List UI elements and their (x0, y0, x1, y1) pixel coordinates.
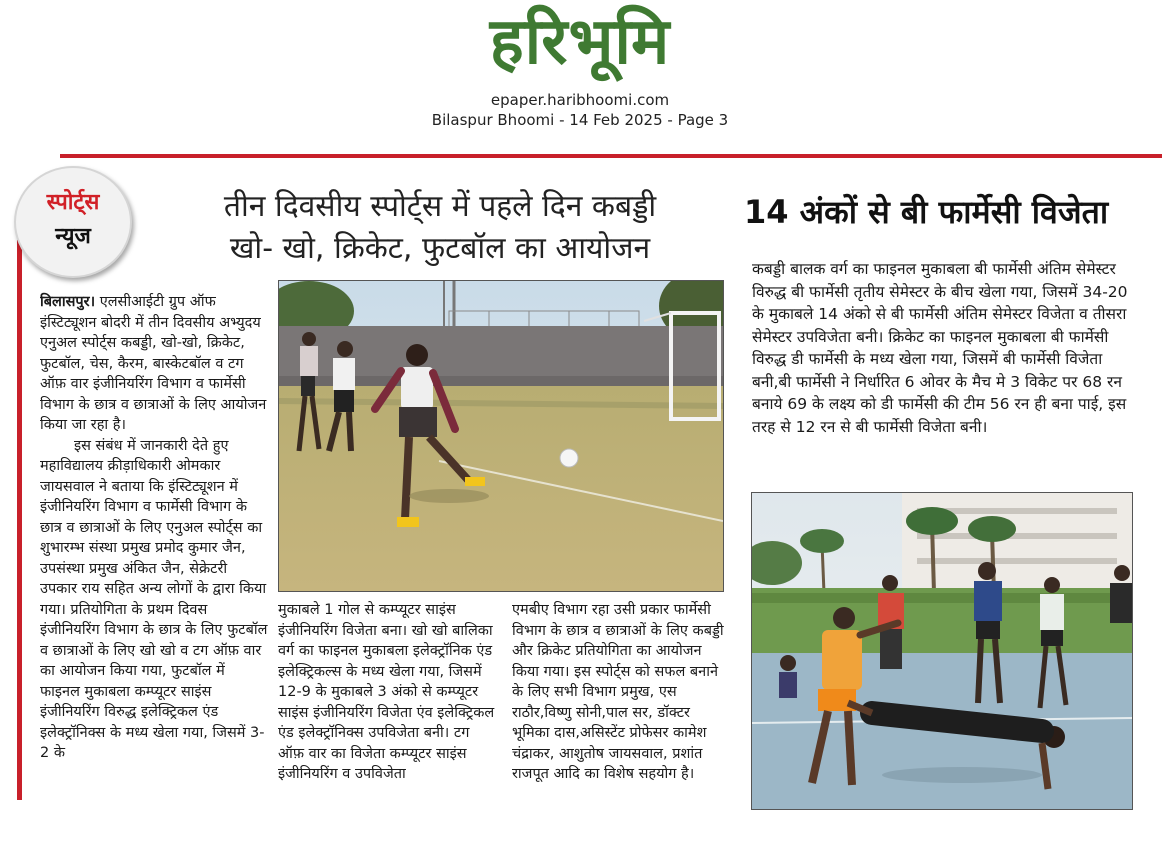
right-story-text: कबड्डी बालक वर्ग का फाइनल मुकाबला बी फार्मेसी अंतिम सेमेस्टर विरुद्ध बी फार्मेसी तृतीय सेमेस्टर के बीच खेला गया, जिसमें 34-20 के मुकाबले 14 अंको से बी फार्मेसी अंतिम सेमेस्टर विजेता व तीसरा सेमेस्टर उपविजेता बनी। क्रिकेट का फाइनल मुकाबला बी फार्मेसी विरुद्ध डी फार्मेसी के मध्य खेला गया, जिसमें बी फार्मेसी विजेता बनी,बी फार्मेसी ने निर्धारित 6 ओवर के मैच मे 3 विकेट पर 68 रन बनाये 69 के लक्ष्य को डी फार्मेसी की टीम 56 रन ही बना पाई, इस तरह से 12 रन से बी फार्मेसी विजेता बनी। (752, 260, 1128, 436)
sports-news-badge (14, 166, 132, 278)
column-2-text: मुकाबले 1 गोल से कम्प्यूटर साइंस इंजीनियरिंग विजेता बना। खो खो बालिका वर्ग का फाइनल मुकाबला इलेक्ट्रॉनिक एंड इलेक्ट्रिकल्स के मध्य खेला गया, जिसमें 12-9 के मुकाबले 3 अंको से कम्प्यूटर साइंस इंजीनियरिंग विजेता एंव इलेक्ट्रिकल एंड इलेक्ट्रॉनिक्स उपविजेता बनी। टग ऑफ़ वार का विजेता कम्प्यूटर साइंस इंजीनियरिंग व उपविजेता (278, 602, 495, 782)
column-3-text: एमबीए विभाग रहा उसी प्रकार फार्मेसी विभाग के छात्र व छात्राओं के लिए कबड्डी और क्रिकेट प्रतियोगिता का आयोजन किया गया। इस स्पोर्ट्स को सफल बनाने के लिए सभी विभाग प्रमुख, एस राठौर,विष्णु सोनी,पाल सर, डॉक्टर भूमिका दास,असिस्टेंट प्रोफेसर कामेश चंद्राकर, आशुतोष जायसवाल, प्रशांत राजपूत आदि का विशेष सहयोग है। (512, 602, 724, 782)
kabaddi-photo-illustration (752, 493, 1132, 809)
left-story-column-3 (512, 600, 726, 806)
left-divider (17, 240, 22, 800)
top-divider (60, 154, 1162, 158)
left-headline-line1: तीन दिवसीय स्पोर्ट्स में पहले दिन कबड्डी (223, 189, 657, 224)
left-story-column-1 (40, 292, 268, 804)
left-story-headline (160, 186, 720, 270)
right-story-body (752, 258, 1136, 478)
left-story-para2: इस संबंध में जानकारी देते हुए महाविद्यालय क्रीड़ाधिकारी ओमकार जायसवाल ने बताया कि इंस्टिट्यूशन में इंजीनियरिंग विभाग व फार्मेसी विभाग के छात्र व छात्राओं के लिए एनुअल स्पोर्ट्स का शुभारम्भ संस्था प्रमुख प्रमोद कुमार जैन, उपसंस्था प्रमुख अंकित जैन, सेक्रेटरी उपकार राय सहित अन्य लोगों के द्वारा किया गया। प्रतियोगिता के प्रथम दिवस इंजीनियरिंग विभाग के छात्र के लिए फुटबॉल व छात्राओं के लिए खो खो व टग ऑफ़ वार का आयोजन किया गया, फुटबॉल में फाइनल मुकाबला कम्प्यूटर साइंस इंजीनियरिंग विरुद्ध इलेक्ट्रिकल एंड इलेक्ट्रॉनिक्स के मध्य खेला गया, जिसमें 3-2 के (40, 437, 268, 761)
football-photo-illustration (279, 281, 723, 591)
kabaddi-match-photo (751, 492, 1133, 810)
epaper-url[interactable]: epaper.haribhoomi.com (490, 91, 670, 109)
left-headline-line2: खो- खो, क्रिकेट, फुटबॉल का आयोजन (229, 231, 651, 266)
badge-sports-label: स्पोर्ट्स (46, 190, 100, 215)
left-story-column-2 (278, 600, 498, 806)
para1-text: एलसीआईटी ग्रुप ऑफ इंस्टिट्यूशन बोदरी में तीन दिवसीय अभ्युदय एनुअल स्पोर्ट्स कबड्डी, खो-खो, क्रिकेट, फुटबॉल, चेस, कैरम, बास्केटबॉल व टग ऑफ़ वार इंजीनियरिंग विभाग व फार्मेसी विभाग के छात्र व छात्राओं के लिए आयोजन किया जा रहा है। (40, 294, 267, 433)
edition-info: Bilaspur Bhoomi - 14 Feb 2025 - Page 3 (431, 111, 729, 129)
right-story-headline: 14 अंकों से बी फार्मेसी विजेता (744, 193, 1109, 231)
badge-news-label: न्यूज (55, 224, 91, 249)
football-match-photo (278, 280, 724, 592)
dateline: बिलासपुर। (40, 294, 96, 310)
masthead-logo: हरिभूमि (489, 5, 671, 79)
left-story-para1 (40, 292, 268, 436)
